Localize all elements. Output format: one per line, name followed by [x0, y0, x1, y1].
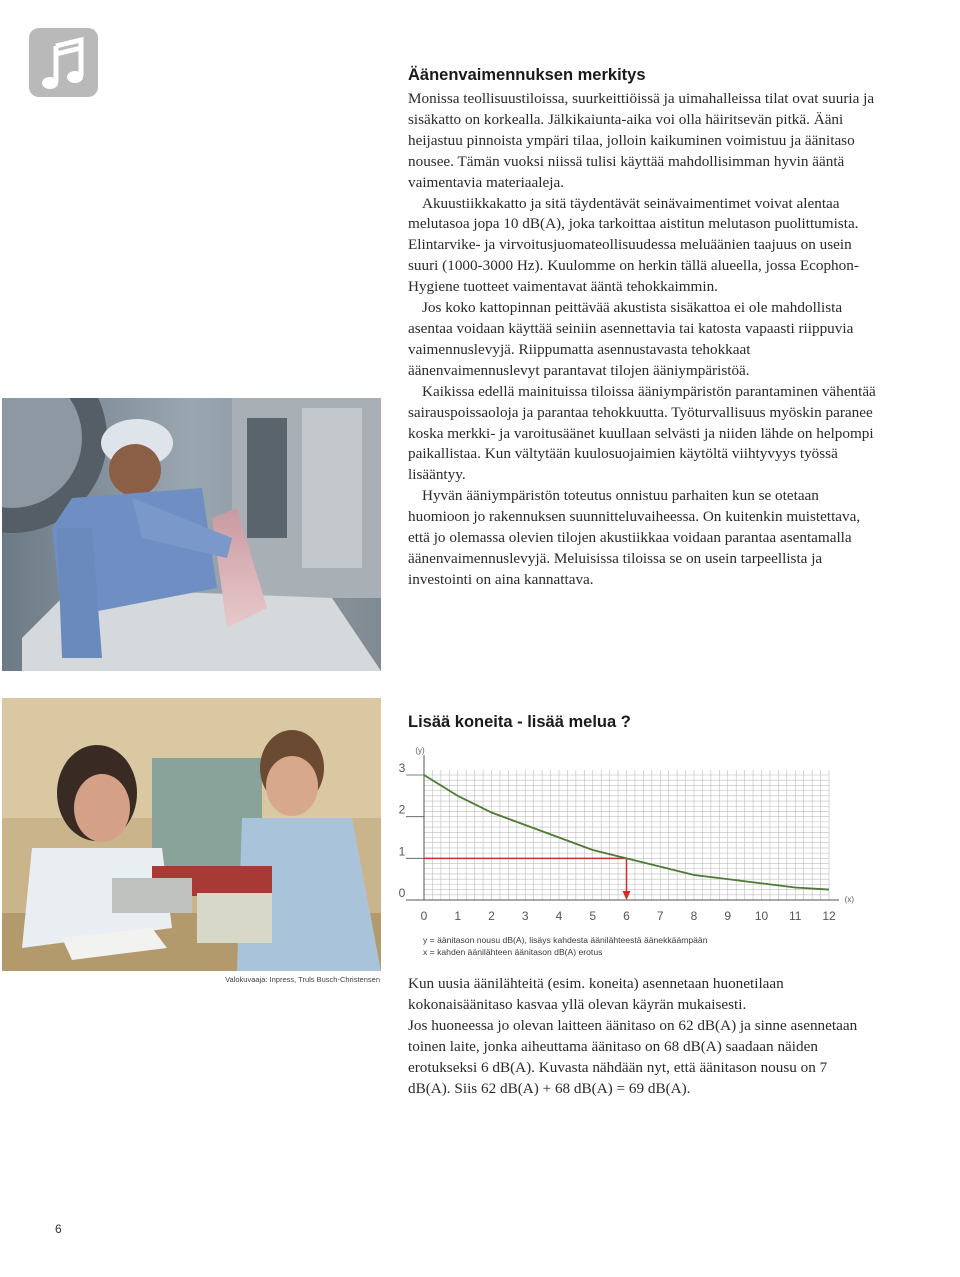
music-note-icon [29, 28, 98, 97]
x-tick-label: 7 [656, 909, 664, 923]
chart-title: Lisää koneita - lisää melua ? [408, 713, 631, 731]
body-text [408, 89, 878, 591]
y-tick-label: 2 [398, 802, 406, 817]
paragraph: Jos huoneessa jo olevan laitteen äänitaso on 62 dB(A) ja sinne asennetaan toinen laite, jonka aiheuttama äänitaso on 68 dB(A) saadaan näiden erotukseksi 6 dB(A). Kuvasta nähdään nyt, että äänitason nousu on 7 dB(A). Siis 62 dB(A) + 68 dB(A) = 69 dB(A). [408, 1016, 858, 1097]
section-title: Äänenvaimennuksen merkitys [408, 66, 646, 84]
y-tick-label: 0 [398, 886, 406, 900]
factory-worker-photo [2, 398, 381, 671]
marker-arrow [623, 891, 631, 900]
y-axis-label: (y) [415, 746, 425, 755]
paragraph: Akuustiikkakatto ja sitä täydentävät seinävaimentimet voivat alentaa melutasoa jopa 10 dB(A), joka tarkoittaa aistitun melutason puolittumista. Elintarvike- ja virvoitusjuomateollisuudessa meluäänien taajuus on usein suuri (1000-3000 Hz). Kuulomme on herkin tällä alueella, jossa Ecophon-Hygiene tuotteet vaimentavat ääntä tehokkaimmin. [408, 194, 859, 296]
legend-line-y: y = äänitason nousu dB(A), lisäys kahdesta äänilähteestä äänekkäämpään [423, 935, 708, 945]
x-tick-label: 5 [589, 909, 597, 923]
x-tick-label: 6 [623, 909, 630, 923]
x-tick-label: 10 [754, 909, 769, 923]
paragraph: Jos koko kattopinnan peittävää akustista sisäkattoa ei ole mahdollista asentaa voidaan käyttää seiniin asennettavia tai katosta vapaasti riippuvia vaimennuslevyjä. Riippumatta asennustavasta tehokkaat äänenvaimennuslevyt parantavat tilojen ääniympäristöä. [408, 299, 854, 379]
paragraph: Monissa teollisuustiloissa, suurkeittiöissä ja uimahalleissa tilat ovat suuria ja sisäkatto on korkealla. Jälkikaiunta-aika voi olla häiritsevän pitkä. Ääni heijastuu pinnoista ympäri tilaa, jolloin kaikuminen voimistuu ja äänitaso nousee. Tämän vuoksi niissä tulisi käyttää mahdollisimman hyvin ääntä vaimentavia materiaaleja. [408, 90, 875, 191]
paragraph: Kun uusia äänilähteitä (esim. koneita) asennetaan huonetilaan kokonaisäänitaso kasvaa yllä olevan käyrän mukaisesti. [408, 975, 784, 1013]
chart-caption [408, 974, 858, 1099]
laboratory-workers-photo [2, 698, 381, 971]
page-number: 6 [55, 1222, 62, 1236]
y-tick-label: 1 [398, 844, 406, 859]
x-tick-label: 8 [690, 909, 698, 923]
x-tick-label: 9 [724, 909, 732, 923]
x-tick-label: 12 [822, 909, 836, 923]
x-tick-label: 1 [454, 909, 462, 923]
photo-credit: Valokuvaaja: Inpress, Truls Busch-Christensen [225, 975, 380, 984]
paragraph: Kaikissa edellä mainituissa tiloissa ääniympäristön parantaminen vähentää sairauspoissaoloja ja parantaa tehokkuutta. Työturvallisuus myöskin paranee koska merkki- ja varoitusäänet kuullaan selvästi ja niiden lähde on helpompi paikallistaa. Kun vältytään kuulosuojaimien käytöltä viihtyvyys työssä lisääntyy. [408, 382, 876, 484]
x-tick-label: 3 [521, 909, 529, 923]
y-tick-label: 3 [398, 761, 406, 775]
x-tick-label: 0 [420, 909, 428, 923]
noise-increase-chart [390, 740, 890, 930]
chart-legend [423, 935, 708, 958]
x-axis-label: (x) [844, 895, 854, 904]
paragraph: Hyvän ääniympäristön toteutus onnistuu parhaiten kun se otetaan huomioon jo rakennuksen suunnitteluvaiheessa. On kuitenkin muistettava, että jo olemassa olevien tilojen akustiikkaa voidaan parantaa asentamalla äänenvaimennuslevyjä. Meluisissa tiloissa se on usein tarpeellista ja investointi on aina kannattava. [408, 487, 861, 588]
x-tick-label: 2 [488, 909, 495, 923]
x-tick-label: 11 [789, 909, 802, 923]
x-tick-label: 4 [555, 909, 563, 923]
legend-line-x: x = kahden äänilähteen äänitason dB(A) erotus [423, 946, 603, 957]
